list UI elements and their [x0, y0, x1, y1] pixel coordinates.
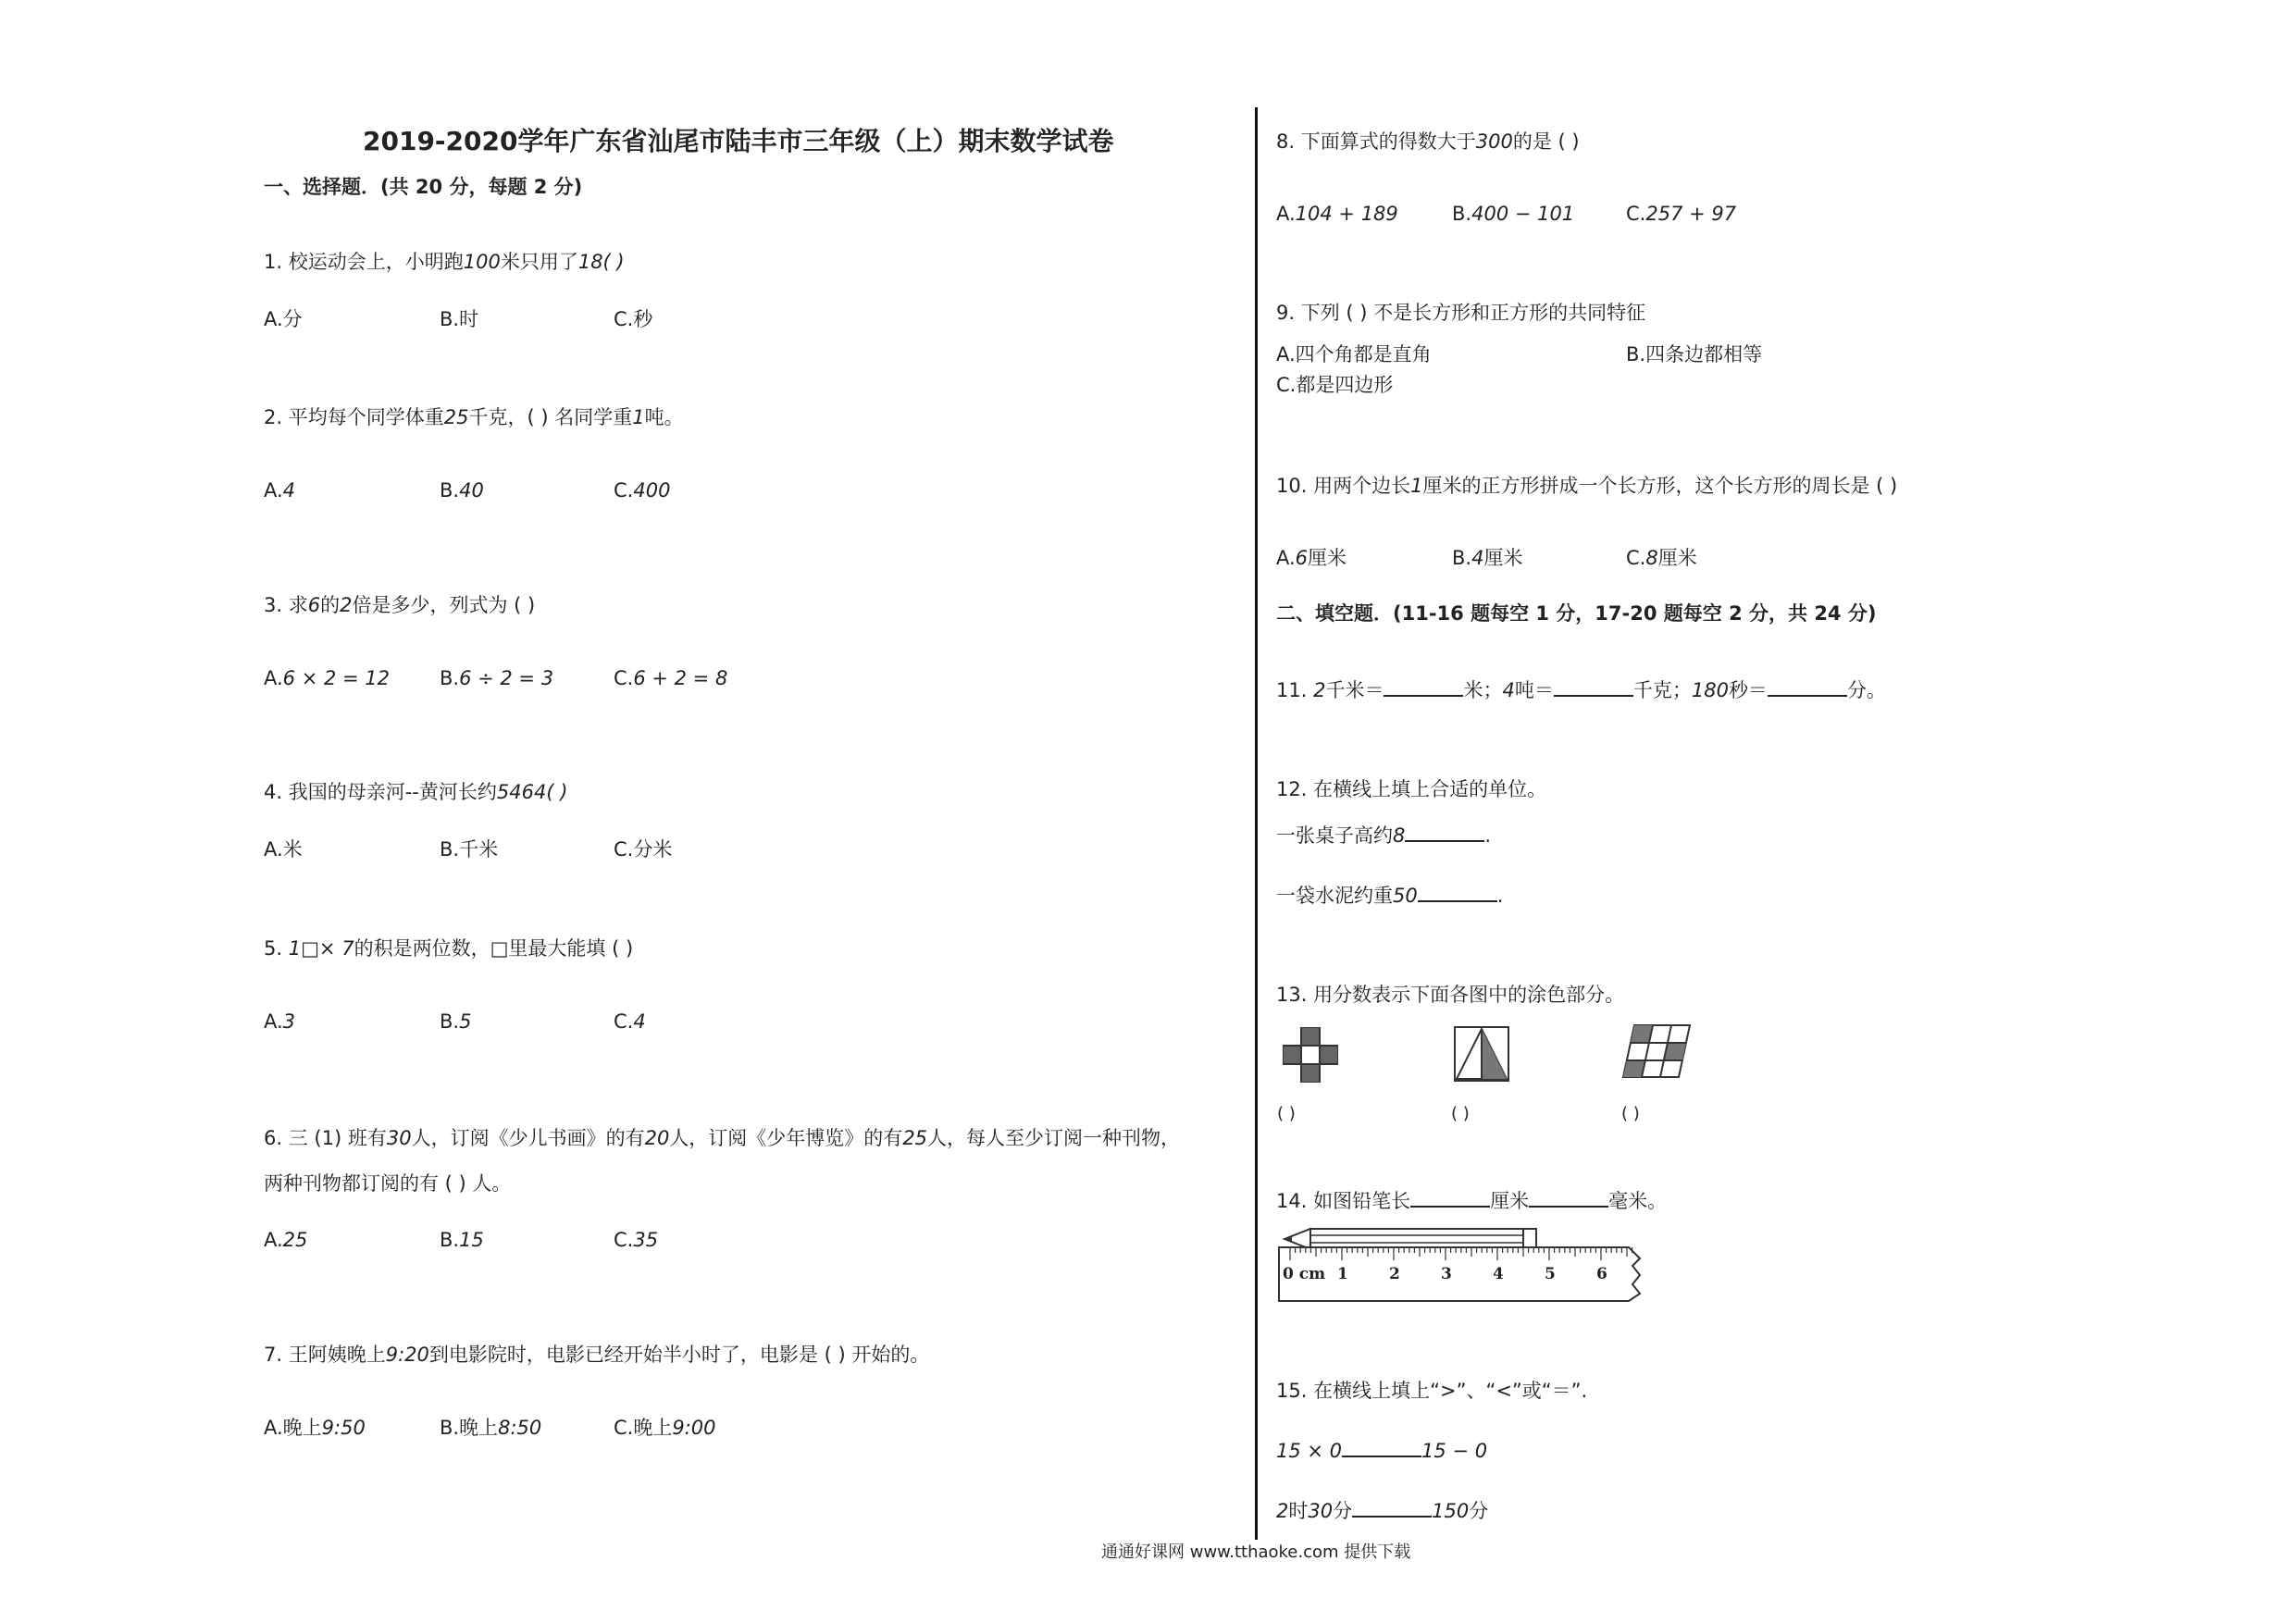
question-7: 7. 王阿姨晚上9:20到电影院时，电影已经开始半小时了，电影是 ( ) 开始的。 [264, 1344, 930, 1366]
ruler-number: 3 [1441, 1265, 1452, 1283]
q2-option-c[interactable]: C.400 [614, 479, 671, 502]
q11-blank-2[interactable] [1554, 678, 1633, 697]
q5-option-a[interactable]: A.3 [264, 1010, 296, 1033]
ruler-number: 6 [1596, 1265, 1607, 1283]
q9-option-c[interactable]: C.都是四边形 [1276, 374, 1394, 396]
q11-blank-1[interactable] [1384, 678, 1463, 697]
q15-line-1: 15 × 0 15 − 0 [1276, 1440, 1488, 1462]
q5-option-b[interactable]: B.5 [440, 1010, 472, 1033]
section-1-heading: 一、选择题．(共 20 分，每题 2 分) [264, 176, 583, 198]
q13-answer-2[interactable]: ( ) [1451, 1104, 1470, 1123]
q9-option-b[interactable]: B.四条边都相等 [1626, 343, 1763, 365]
question-13: 13. 用分数表示下面各图中的涂色部分。 [1276, 984, 1625, 1006]
q7-option-a[interactable]: A.晚上9:50 [264, 1417, 366, 1439]
question-2: 2. 平均每个同学体重25千克，( ) 名同学重1吨。 [264, 406, 684, 428]
q8-option-a[interactable]: A.104 + 189 [1276, 203, 1398, 225]
q13-cross-figure [1283, 1027, 1338, 1083]
ruler-image [1277, 1245, 1643, 1303]
q7-option-c[interactable]: C.晚上9:00 [614, 1417, 716, 1439]
question-10: 10. 用两个边长1厘米的正方形拼成一个长方形，这个长方形的周长是 ( ) [1276, 475, 1898, 497]
section-2-heading: 二、填空题．(11-16 题每空 1 分，17-20 题每空 2 分，共 24 分) [1276, 602, 1877, 625]
ruler-number: 5 [1545, 1265, 1556, 1283]
q6-option-c[interactable]: C.35 [614, 1229, 659, 1251]
q15-blank-2[interactable] [1352, 1499, 1432, 1518]
q3-option-a[interactable]: A.6 × 2 = 12 [264, 667, 391, 689]
q12-blank-2[interactable] [1418, 884, 1497, 902]
question-14: 14. 如图铅笔长 厘米 毫米。 [1276, 1190, 1668, 1212]
q11-blank-3[interactable] [1768, 678, 1847, 697]
question-15: 15. 在横线上填上“>”、“<”或“＝”. [1276, 1380, 1588, 1402]
q6-option-b[interactable]: B.15 [440, 1229, 484, 1251]
q5-option-c[interactable]: C.4 [614, 1010, 646, 1033]
q6-option-a[interactable]: A.25 [264, 1229, 308, 1251]
q14-blank-2[interactable] [1529, 1189, 1608, 1208]
q7-option-b[interactable]: B.晚上8:50 [440, 1417, 542, 1439]
q13-grid-figure [1621, 1023, 1692, 1081]
question-5: 5. 1□× 7的积是两位数，□里最大能填 ( ) [264, 937, 634, 960]
ruler-number: 1 [1337, 1265, 1348, 1283]
q12-blank-1[interactable] [1405, 824, 1484, 842]
q10-option-a[interactable]: A.6厘米 [1276, 547, 1347, 569]
q2-option-b[interactable]: B.40 [440, 479, 484, 502]
ruler-number: 4 [1493, 1265, 1504, 1283]
q3-option-b[interactable]: B.6 ÷ 2 = 3 [440, 667, 554, 689]
q13-triangle-figure [1453, 1025, 1510, 1083]
question-11: 11. 2千米＝ 米；4吨＝ 千克；180秒＝ 分。 [1276, 679, 1886, 701]
q9-option-a[interactable]: A.四个角都是直角 [1276, 343, 1432, 365]
question-4: 4. 我国的母亲河--黄河长约5464( ) [264, 781, 568, 803]
q1-option-c[interactable]: C.秒 [614, 308, 653, 330]
question-9: 9. 下列 ( ) 不是长方形和正方形的共同特征 [1276, 302, 1646, 324]
q3-option-c[interactable]: C.6 + 2 = 8 [614, 667, 728, 689]
question-6-line-1: 6. 三 (1) 班有30人，订阅《少儿书画》的有20人，订阅《少年博览》的有25人，每人至少订阅一种刊物， [264, 1127, 1181, 1149]
question-1: 1. 校运动会上，小明跑100米只用了18( ) [264, 251, 625, 273]
question-3: 3. 求6的2倍是多少，列式为 ( ) [264, 594, 536, 616]
q4-option-c[interactable]: C.分米 [614, 838, 673, 861]
question-12: 12. 在横线上填上合适的单位。 [1276, 778, 1547, 800]
q1-option-a[interactable]: A.分 [264, 308, 303, 330]
q12-line-1: 一张桌子高约8 . [1276, 824, 1492, 847]
q13-answer-3[interactable]: ( ) [1621, 1104, 1640, 1123]
q8-option-b[interactable]: B.400 − 101 [1452, 203, 1575, 225]
ruler-number: 2 [1389, 1265, 1400, 1283]
q10-option-c[interactable]: C.8厘米 [1626, 547, 1697, 569]
q2-option-a[interactable]: A.4 [264, 479, 296, 502]
question-8: 8. 下面算式的得数大于300的是 ( ) [1276, 130, 1580, 153]
q1-option-b[interactable]: B.时 [440, 308, 479, 330]
q14-blank-1[interactable] [1410, 1189, 1490, 1208]
q8-option-c[interactable]: C.257 + 97 [1626, 203, 1737, 225]
column-divider [1255, 107, 1258, 1540]
question-6-line-2: 两种刊物都订阅的有 ( ) 人。 [264, 1172, 512, 1195]
q15-blank-1[interactable] [1342, 1439, 1421, 1457]
q13-answer-1[interactable]: ( ) [1277, 1104, 1296, 1123]
q4-option-a[interactable]: A.米 [264, 838, 303, 861]
q4-option-b[interactable]: B.千米 [440, 838, 499, 861]
q15-line-2: 2时30分 150分 [1276, 1500, 1489, 1522]
q10-option-b[interactable]: B.4厘米 [1452, 547, 1523, 569]
footer-credit: 通通好课网 www.tthaoke.com 提供下载 [1101, 1542, 1411, 1562]
ruler-unit-label: 0 cm [1283, 1265, 1326, 1283]
page-title: 2019-2020学年广东省汕尾市陆丰市三年级（上）期末数学试卷 [363, 126, 1114, 156]
q12-line-2: 一袋水泥约重50 . [1276, 885, 1504, 907]
